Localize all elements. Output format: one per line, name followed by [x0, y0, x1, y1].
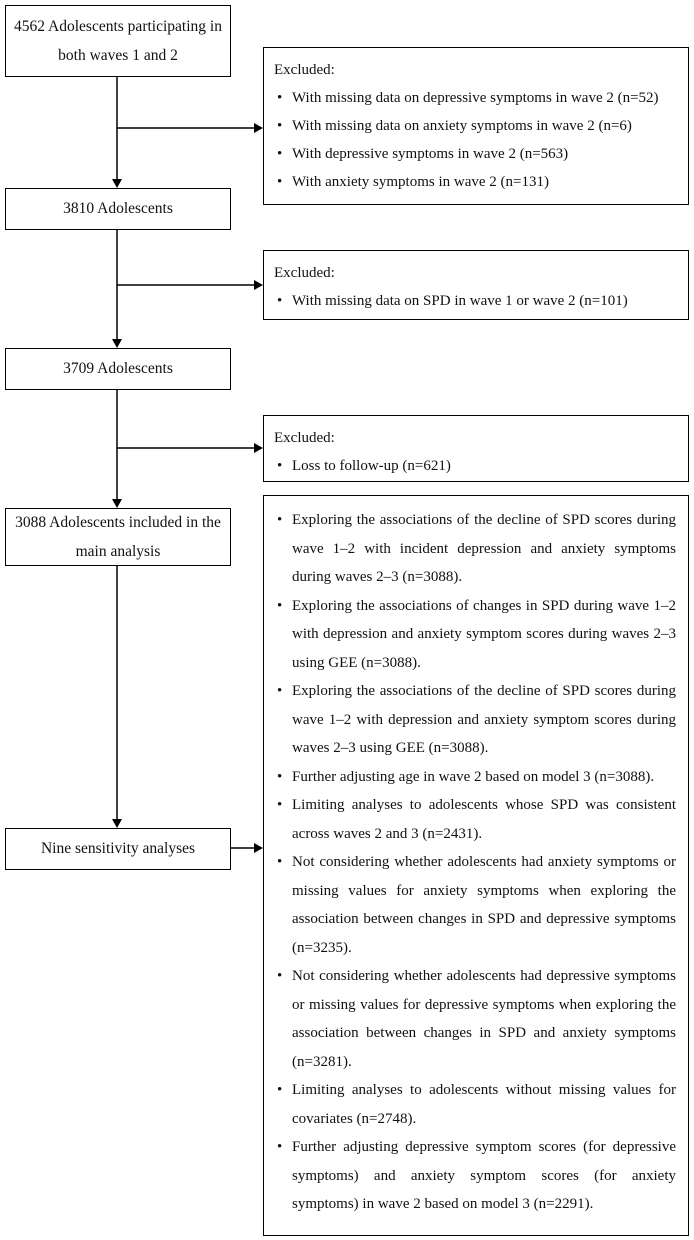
list-item: • Loss to follow-up (n=621) [272, 452, 678, 480]
excluded-box-1-list [272, 84, 678, 196]
flow-box-main-analysis-label: 3088 Adolescents included in the main analysis [15, 513, 221, 560]
excluded-box-2-list [272, 287, 678, 315]
list-item: • Not considering whether adolescents had depressive symptoms or missing values for depressive symptoms when exploring the association between changes in SPD and anxiety symptoms (n=3281). [272, 962, 676, 1076]
sensitivity-analyses-list [272, 506, 676, 1219]
excluded-box-3-list [272, 452, 678, 480]
list-item: • With depressive symptoms in wave 2 (n=563) [272, 140, 678, 168]
list-item: • Exploring the associations of the decline of SPD scores during wave 1–2 with incident depression and anxiety symptoms during waves 2–3 (n=3088). [272, 506, 676, 592]
excluded-box-2-title: Excluded: [274, 265, 335, 281]
flow-box-sensitivity-label: Nine sensitivity analyses [40, 840, 196, 858]
arrow-b1-to-b2 [112, 77, 122, 188]
list-item: • Limiting analyses to adolescents without missing values for covariates (n=2748). [272, 1076, 676, 1133]
flow-box-3810-label: 3810 Adolescents [63, 200, 173, 218]
arrow-b5-to-sensitivity [231, 843, 263, 853]
flow-box-main-analysis [5, 508, 231, 566]
list-item: • With missing data on SPD in wave 1 or wave 2 (n=101) [272, 287, 678, 315]
flow-box-3810 [5, 188, 231, 230]
flow-box-3709 [5, 348, 231, 390]
flow-box-waves-1-2 [5, 5, 231, 77]
arrow-b4-to-b5 [112, 566, 122, 828]
flow-box-waves-1-2-label: 4562 Adolescents participating in both waves 1 and 2 [14, 17, 222, 64]
sensitivity-analyses-box [263, 495, 689, 1236]
list-item: • With missing data on depressive symptoms in wave 2 (n=52) [272, 84, 678, 112]
flow-box-3709-label: 3709 Adolescents [63, 360, 173, 378]
list-item: • Not considering whether adolescents had anxiety symptoms or missing values for anxiety symptoms when exploring the association between changes in SPD and depressive symptoms (n=3235). [272, 848, 676, 962]
arrow-b3-to-b4 [112, 390, 122, 508]
excluded-box-1 [263, 47, 689, 205]
list-item: • Limiting analyses to adolescents whose SPD was consistent across waves 2 and 3 (n=2431). [272, 791, 676, 848]
excluded-box-3-title: Excluded: [274, 430, 335, 446]
arrow-branch-to-excluded3 [117, 443, 263, 453]
excluded-box-1-title: Excluded: [274, 62, 335, 78]
arrow-branch-to-excluded1 [117, 123, 263, 133]
list-item: • Exploring the associations of the decline of SPD scores during wave 1–2 with depression and anxiety symptom scores during waves 2–3 using GEE (n=3088). [272, 677, 676, 763]
list-item: • Further adjusting age in wave 2 based on model 3 (n=3088). [272, 763, 676, 792]
list-item: • Further adjusting depressive symptom scores (for depressive symptoms) and anxiety symptom scores (for anxiety symptoms) in wave 2 based on model 3 (n=2291). [272, 1133, 676, 1219]
list-item: • With anxiety symptoms in wave 2 (n=131) [272, 168, 678, 196]
flow-box-sensitivity [5, 828, 231, 870]
arrow-b2-to-b3 [112, 230, 122, 348]
arrow-branch-to-excluded2 [117, 280, 263, 290]
list-item: • Exploring the associations of changes in SPD during wave 1–2 with depression and anxiety symptom scores during waves 2–3 using GEE (n=3088). [272, 592, 676, 678]
list-item: • With missing data on anxiety symptoms in wave 2 (n=6) [272, 112, 678, 140]
excluded-box-2 [263, 250, 689, 320]
excluded-box-3 [263, 415, 689, 482]
